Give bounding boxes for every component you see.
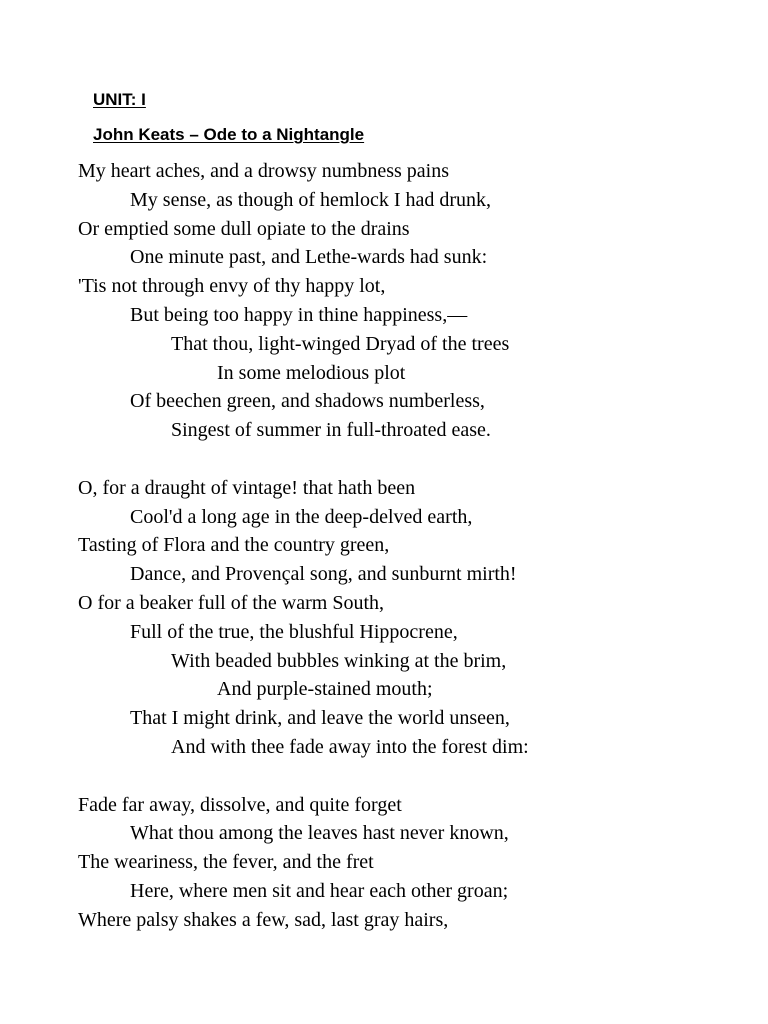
- stanza: [78, 791, 758, 935]
- poem-line: Here, where men sit and hear each other groan;: [130, 879, 509, 902]
- poem-line: Dance, and Provençal song, and sunburnt mirth!: [130, 563, 517, 586]
- stanza: [78, 474, 758, 762]
- poem-line: One minute past, and Lethe-wards had sunk:: [130, 246, 488, 269]
- poem-line: In some melodious plot: [217, 361, 406, 384]
- unit-heading: UNIT: I: [93, 90, 146, 109]
- stanza: [78, 157, 758, 445]
- poem-line: O, for a draught of vintage! that hath been: [78, 476, 416, 499]
- poem-line: O for a beaker full of the warm South,: [78, 591, 385, 614]
- poem-line: But being too happy in thine happiness,—: [130, 303, 468, 326]
- poem-line: Or emptied some dull opiate to the drains: [78, 217, 410, 240]
- poem-body: [78, 157, 758, 935]
- poem-line: The weariness, the fever, and the fret: [78, 851, 374, 874]
- poem-line: My heart aches, and a drowsy numbness pains: [78, 160, 450, 182]
- poem-line: Tasting of Flora and the country green,: [78, 534, 390, 557]
- poem-line: Singest of summer in full-throated ease.: [171, 419, 491, 442]
- poem-line: What thou among the leaves hast never known,: [130, 822, 509, 845]
- poem-line: Where palsy shakes a few, sad, last gray hairs,: [78, 908, 449, 931]
- poem-line: That I might drink, and leave the world unseen,: [130, 707, 510, 730]
- poem-line: Fade far away, dissolve, and quite forget: [78, 793, 402, 816]
- poem-line: And purple-stained mouth;: [217, 678, 433, 701]
- poem-line: And with thee fade away into the forest dim:: [171, 735, 529, 758]
- poem-line: Cool'd a long age in the deep-delved earth,: [130, 505, 473, 528]
- poem-line: With beaded bubbles winking at the brim,: [171, 649, 507, 672]
- poem-line: 'Tis not through envy of thy happy lot,: [78, 275, 386, 298]
- poem-line: My sense, as though of hemlock I had drunk,: [130, 188, 492, 211]
- poem-line: That thou, light-winged Dryad of the trees: [171, 332, 510, 355]
- poem-line: Full of the true, the blushful Hippocrene,: [130, 620, 458, 643]
- poem-line: Of beechen green, and shadows numberless,: [130, 390, 485, 413]
- poem-title: John Keats – Ode to a Nightangle: [93, 125, 365, 144]
